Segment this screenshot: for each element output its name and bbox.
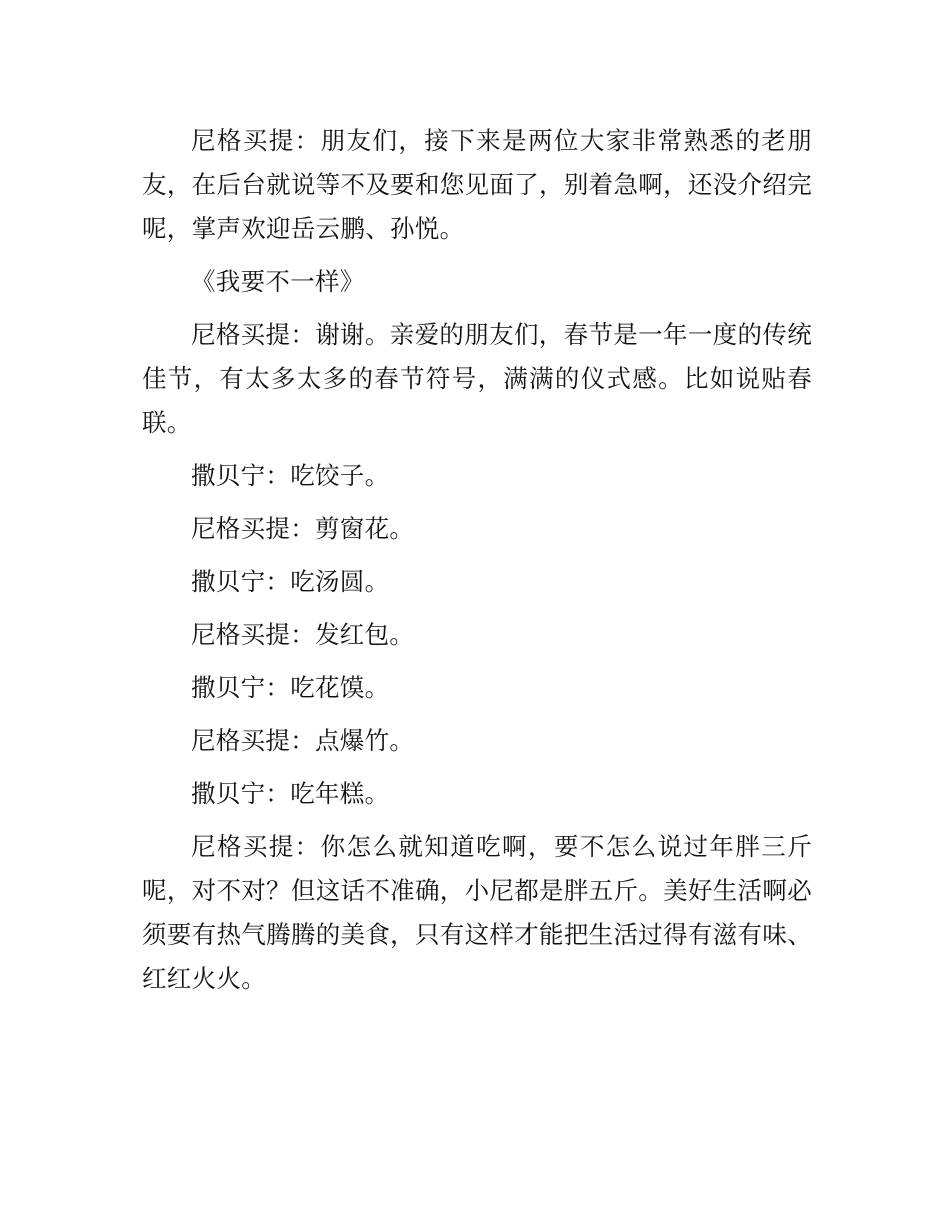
paragraph-dialogue: 撒贝宁：吃花馍。	[191, 673, 390, 702]
paragraph-dialogue: 撒贝宁：吃汤圆。	[191, 567, 390, 596]
paragraph-dialogue: 撒贝宁：吃饺子。	[191, 461, 390, 490]
paragraph-dialogue: 尼格买提：剪窗花。	[191, 514, 415, 543]
paragraph-dialogue: 尼格买提：发红包。	[191, 620, 415, 649]
paragraph-dialogue: 尼格买提：你怎么就知道吃啊，要不怎么说过年胖三斤呢，对不对？但这话不准确，小尼都是胖五斤。美好生活啊必须要有热气腾腾的美食，只有这样才能把生活过得有滋有味、红红火火。	[142, 832, 812, 993]
paragraph-dialogue: 尼格买提：点爆竹。	[191, 726, 415, 755]
paragraph-dialogue: 尼格买提：谢谢。亲爱的朋友们，春节是一年一度的传统佳节，有太多太多的春节符号，满满的仪式感。比如说贴春联。	[142, 320, 812, 437]
document-page	[142, 119, 812, 1010]
program-title: 《我要不一样》	[191, 267, 365, 296]
paragraph-intro: 尼格买提：朋友们，接下来是两位大家非常熟悉的老朋友，在后台就说等不及要和您见面了，别着急啊，还没介绍完呢，掌声欢迎岳云鹏、孙悦。	[142, 126, 812, 243]
paragraph-dialogue: 撒贝宁：吃年糕。	[191, 779, 390, 808]
